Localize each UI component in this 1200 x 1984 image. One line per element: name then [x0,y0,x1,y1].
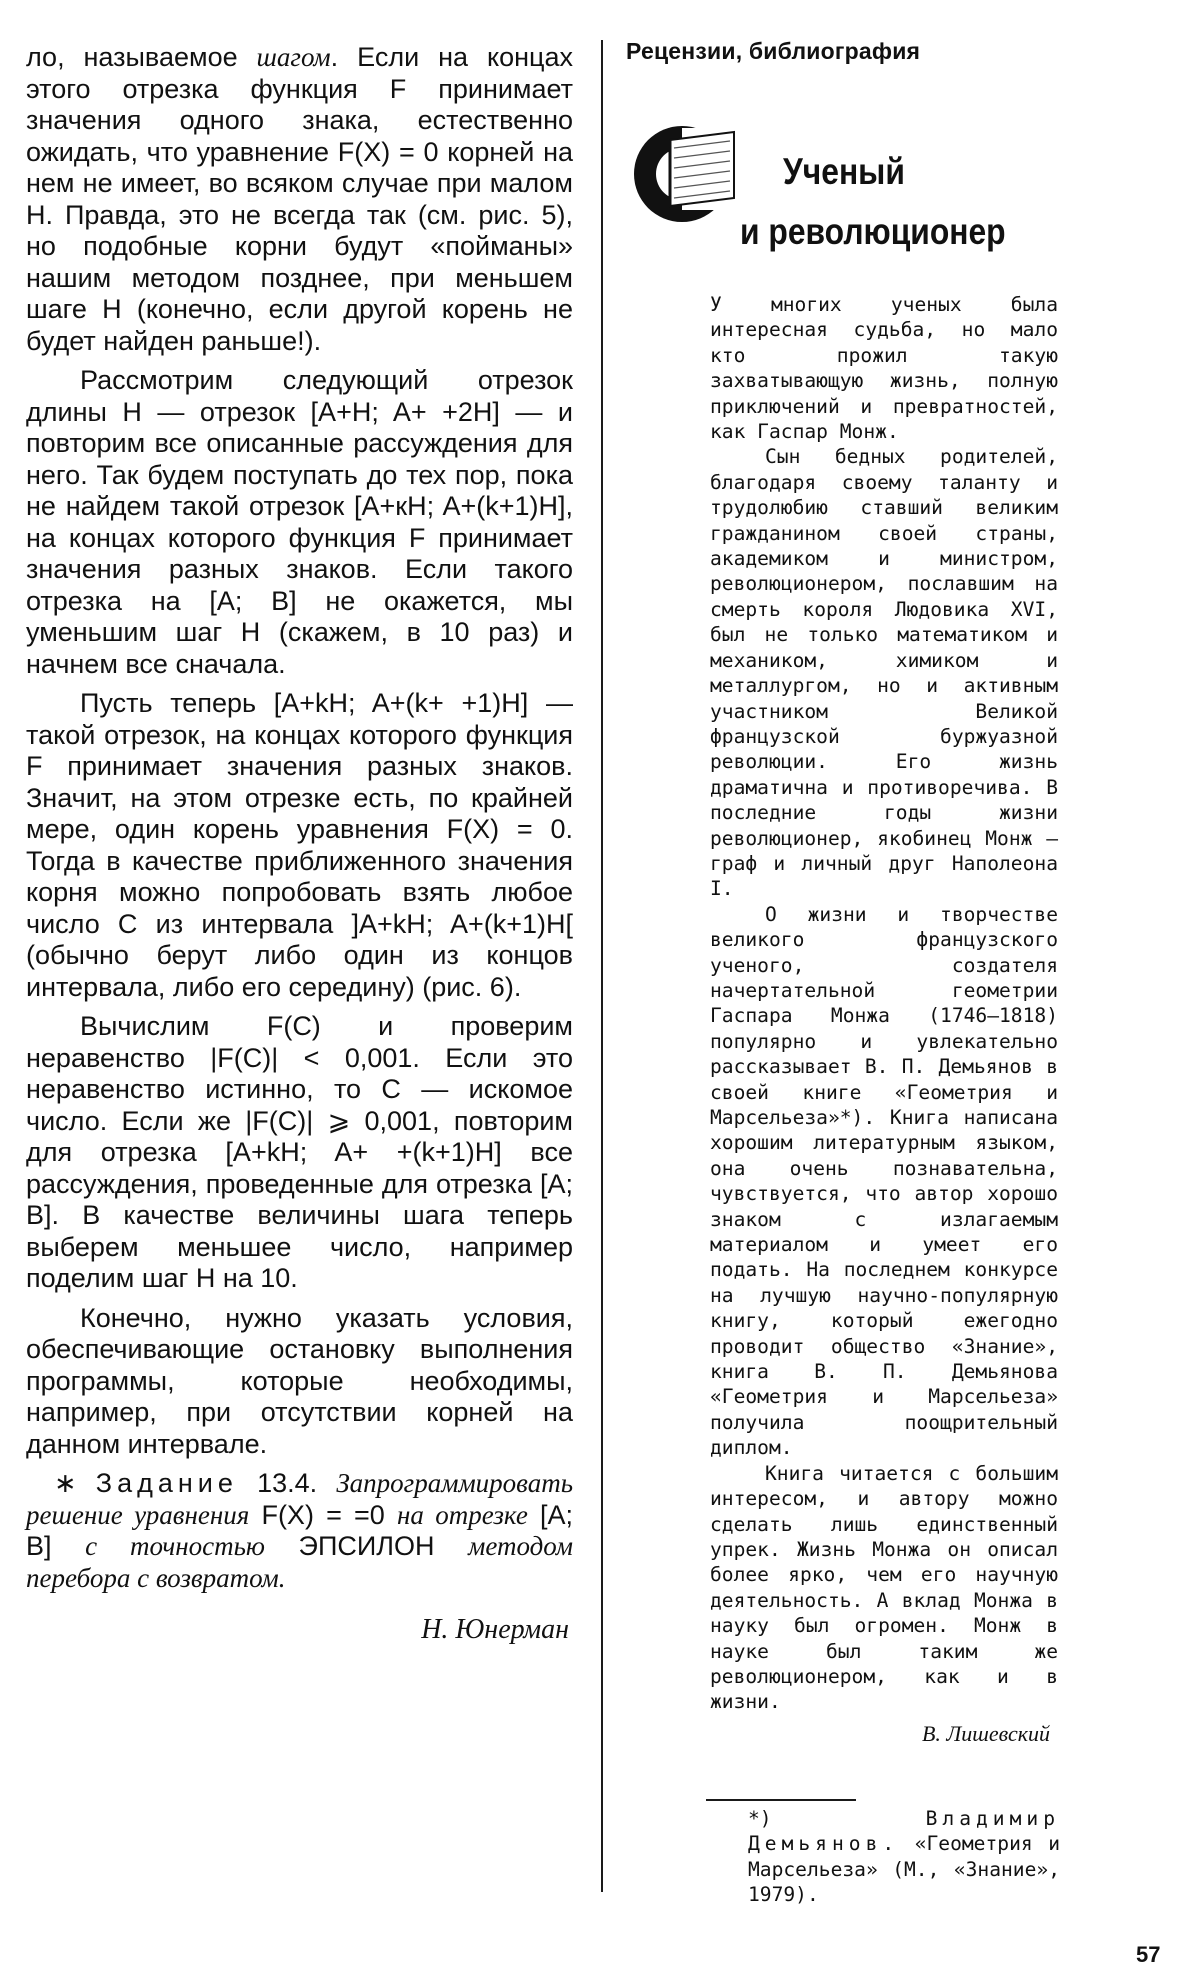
task-label: Задание [95,1468,238,1498]
footnote-rule [706,1799,856,1801]
review-paragraph-4: Книга читается с большим интересом, и автору можно сделать лишь единственный упрек. Жизнь Монжа он описал более ярко, чем его научную деятельность. А вклад Монжа в науку был огромен. Монж в науке был таким же революционером, как и в жизни. [710,1461,1058,1714]
section-label: Рецензии, библиография [626,38,921,64]
exercise-task: ∗ Задание 13.4. Запрограммировать решение уравнения F(X) = =0 на отрезке [A; B] с точностью ЭПСИЛОН методом перебора с возвратом. [26,1468,573,1593]
page-number: 57 [1136,1942,1161,1967]
book-review-logo-icon [630,118,750,228]
review-paragraph-1: У многих ученых была интересная судьба, но мало кто прожил такую захватывающую жизнь, полную приключений и превратностей, как Гаспар Монж. [710,293,1058,444]
paragraph-1: ло, называемое шагом. Если на концах этого отрезка функция F принимает значения одного знака, естественно ожидать, что уравнение F(X) = 0 корней на нем не имеет, во всяком случае при малом H. Правда, это не всегда так (см. рис. 5), но подобные корни будут «пойманы» нашим методом позднее, при меньшем шаге H (конечно, если другой корень не будет найден раньше!). [26,42,574,356]
column-divider [601,40,603,1892]
left-article-column [26,42,573,1646]
paragraph-3: Пусть теперь [A+kH; A+(k+ +1)H] — такой отрезок, на концах которого функция F принимает значения разных знаков. Значит, на этом отрезке есть, по крайней мере, один корень уравнения F(X) = 0. Тогда в качестве приближенного значения корня можно попробовать взять любое число C из интервала ]A+kH; A+(k+1)H[ (обычно берут либо один из концов интервала, либо его середину) (рис. 6). [26,688,573,1002]
emphasis-term: шагом [256,42,331,72]
task-star: ∗ [54,1468,77,1498]
paragraph-2: Рассмотрим следующий отрезок длины H — отрезок [A+H; A+ +2H] — и повторим все описанные рассуждения для него. Так будем поступать до тех пор, пока не найдем такой отрезок [A+кH; A+(k+1)H], на концах которого функция F принимает значения разных знаков. Если такого отрезка на [A; B] не окажется, мы уменьшим шаг H (скажем, в 10 раз) и начнем все сначала. [26,365,573,679]
review-title: Ученый и революционер [740,151,1006,252]
footnote: *) Владимир Демьянов. «Геометрия и Марсельеза» (М., «Знание», 1979). [748,1807,1060,1907]
review-paragraph-3: О жизни и творчестве великого французского ученого, создателя начертательной геометрии Гаспара Монжа (1746—1818) популярно и увлекательно рассказывает В. П. Демьянов в своей книге «Геометрия и Марсельеза»*). Книга написана хорошим литературным языком, она очень познавательна, чувствуется, что автор хорошо знаком с излагаемым материалом и умеет его подать. На последнем конкурсе на лучшую научно-популярную книгу, который ежегодно проводит общество «Знание», книга В. П. Демьянова «Геометрия и Марсельеза» получила поощрительный диплом. [710,902,1058,1460]
review-body [710,292,1058,1746]
review-author: В. Лишевский [921,1720,1050,1746]
paragraph-5: Конечно, нужно указать условия, обеспечивающие остановку выполнения программы, которые необходимы, например, при отсутствии корней на данном интервале. [26,1302,573,1459]
paragraph-4: Вычислим F(C) и проверим неравенство |F(C)| < 0,001. Если это неравенство истинно, то C — искомое число. Если же |F(C)| ⩾ 0,001, повторим для отрезка [A+kH; A+ +(k+1)H] все рассуждения, проведенные для отрезка [A; B]. В качестве величины шага теперь выберем меньшее число, например поделим шаг H на 10. [26,1011,573,1293]
task-number: 13.4. [257,1468,318,1498]
review-paragraph-2: Сын бедных родителей, благодаря своему таланту и трудолюбию ставший великим гражданином своей страны, академиком и министром, революционером, пославшим на смерть короля Людовика XVI, был не только математиком и механиком, химиком и металлургом, но и активным участником Великой французской буржуазной революции. Его жизнь драматична и противоречива. В последние годы жизни революционер, якобинец Монж — граф и личный друг Наполеона I. [710,445,1058,901]
article-author-signature: Н. Юнерман [421,1614,569,1645]
